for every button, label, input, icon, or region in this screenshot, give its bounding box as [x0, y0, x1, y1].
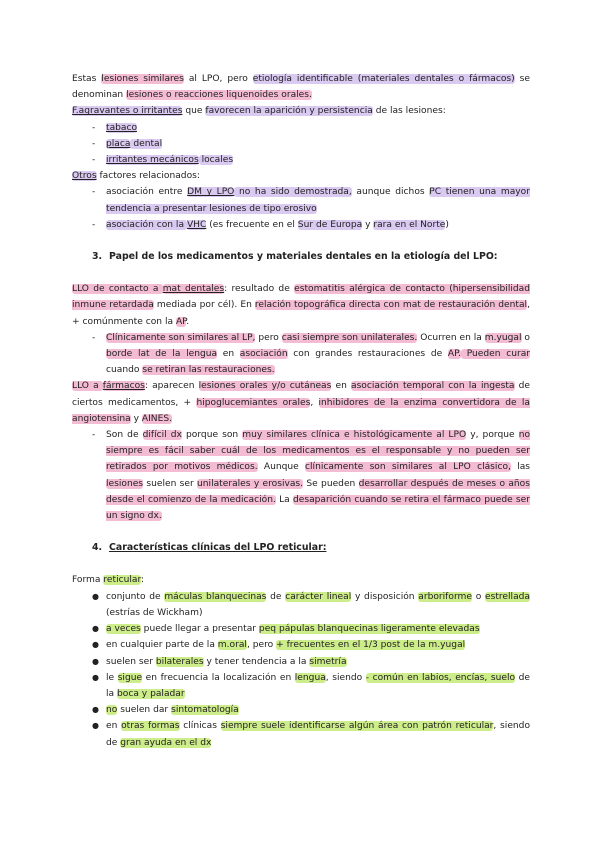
highlight: gran ayuda en el dx — [120, 737, 212, 748]
text: pero — [255, 332, 282, 343]
text: de — [266, 591, 286, 602]
bullet-icon: ● — [92, 721, 99, 731]
contact-llo-list — [72, 330, 530, 379]
text: clínicas — [179, 721, 221, 732]
highlight: LLO a — [72, 381, 103, 392]
text: y, porque — [466, 430, 519, 441]
text: suelen ser — [106, 656, 156, 667]
text: en — [331, 381, 351, 392]
highlight: desaparición cuando se retira el fármaco puede ser un signo dx. — [106, 494, 530, 522]
text: , — [310, 397, 319, 408]
highlight: lengua — [294, 672, 326, 683]
bullet-icon: ● — [92, 624, 99, 634]
text: Son de — [106, 430, 143, 441]
highlight: desarrollar después de meses o años desde el comienzo de la medicación. — [106, 478, 530, 505]
reticular-form-line — [0, 572, 530, 588]
highlight: favorecen la aparición y persistencia — [205, 106, 373, 117]
highlight: etiología identificable (materiales dentales o fármacos) — [252, 74, 515, 84]
highlight: lesiones orales y/o cutáneas — [198, 381, 332, 392]
text: Se pueden — [303, 478, 359, 489]
highlight: carácter lineal — [285, 591, 352, 602]
text: en — [106, 721, 122, 732]
list-item — [72, 702, 530, 718]
drug-llo-list — [72, 427, 530, 524]
highlight: lesiones similares — [101, 74, 184, 84]
text: con grandes restauraciones de — [287, 349, 448, 360]
intro-paragraph — [72, 71, 530, 103]
bullet-icon: ● — [92, 705, 99, 715]
list-item — [72, 718, 530, 750]
text: y — [362, 219, 374, 230]
bullet-icon: ● — [92, 591, 99, 601]
highlight: clínicamente son similares al LPO clásico, — [305, 462, 511, 473]
list-item: - asociación entre DM y LPO no ha sido demostrada, aunque dichos PC tienen una mayor tendencia a presentar lesiones de tipo erosivo — [92, 187, 530, 214]
text: : aparecen — [144, 381, 199, 392]
text: ) — [445, 219, 449, 230]
highlight: irritantes mecánicos — [106, 155, 199, 166]
text: Estas — [72, 74, 102, 84]
highlight: relación topográfica directa con mat de restauración dental — [254, 300, 528, 311]
text: mediada por cél). En — [153, 300, 255, 311]
text: La — [275, 494, 293, 505]
highlight: rara en el Norte — [373, 219, 446, 230]
text: le — [106, 672, 118, 683]
highlight: inhibidores de la enzima convertidora de la angiotensina — [72, 397, 530, 424]
highlight: PC tienen una mayor tendencia a presentar lesiones de tipo erosivo — [106, 187, 530, 214]
text: porque son — [181, 430, 243, 441]
text: , siendo — [325, 672, 366, 683]
text: . — [186, 316, 190, 327]
highlight: difícil dx — [142, 430, 182, 441]
highlight: bilaterales — [155, 656, 204, 667]
text: en cualquier parte de la — [106, 640, 218, 651]
highlight: se retiran las restauraciones. — [142, 365, 275, 376]
text: Aunque — [257, 462, 306, 473]
clinical-features-list — [72, 589, 530, 751]
text: : resultado de — [224, 284, 295, 295]
highlight: F.agravantes o irritantes — [72, 106, 183, 117]
list-item: - placa dental — [92, 138, 163, 149]
text: y — [130, 413, 142, 424]
highlight: estrellada — [484, 591, 530, 602]
text: Ocurren en la — [417, 332, 485, 343]
section-number: 3. — [92, 251, 103, 263]
highlight: asociación temporal con la ingesta — [351, 381, 515, 392]
text: y tener tendencia a la — [203, 656, 310, 667]
highlight: tabaco — [106, 122, 138, 133]
highlight: AP. — [447, 349, 462, 360]
highlight: DM y LPO — [187, 187, 235, 198]
drug-llo-paragraph — [72, 378, 530, 427]
highlight: - común en labios, encías, suelo — [365, 672, 516, 683]
highlight: peq pápulas blanquecinas ligeramente elevadas — [258, 624, 480, 635]
highlight: mat dentales — [162, 284, 225, 295]
text: suelen ser — [143, 478, 198, 489]
bullet-icon: ● — [92, 656, 99, 666]
list-item: - Clínicamente son similares al LP, pero casi siempre son unilaterales. Ocurren en la m.yugal o borde lat de la lengua en asociación con grandes restauraciones de AP. Pueden curar cuando se retiran las restauraciones. — [92, 332, 531, 376]
bullet-icon: ● — [92, 672, 99, 682]
text: o — [471, 591, 485, 602]
text: Forma — [72, 575, 104, 586]
highlight: locales — [198, 155, 234, 166]
highlight: arboriforme — [418, 591, 472, 602]
text: se denominan — [72, 74, 530, 101]
highlight: Pueden curar — [461, 349, 531, 360]
highlight: no siempre es fácil saber cuál de los medicamentos es el responsable y no pueden ser retirados por motivos médicos. — [106, 430, 531, 473]
highlight: borde lat de la lengua — [106, 349, 218, 360]
text: , + comúnmente con la — [72, 300, 530, 327]
text: , siendo de — [106, 721, 531, 748]
highlight: fármacos — [102, 381, 145, 392]
list-item — [72, 670, 530, 702]
section-number: 4. — [92, 542, 103, 554]
highlight: máculas blanquecinas — [164, 591, 267, 602]
text: y disposición — [351, 591, 419, 602]
highlight: a veces — [106, 624, 141, 635]
highlight: Sur de Europa — [297, 219, 363, 230]
highlight: muy similares clínica e histológicamente al LPO — [242, 430, 467, 441]
text: al LPO, pero — [183, 74, 253, 84]
list-item: - tabaco — [92, 122, 138, 133]
text: aunque dichos — [351, 187, 430, 198]
highlight: reticular — [103, 575, 142, 586]
text: asociación entre — [106, 187, 188, 198]
highlight: VHC — [186, 219, 207, 230]
text: (estrías de Wickham) — [106, 607, 203, 618]
highlight: m.oral — [217, 640, 247, 651]
section-title: Características clínicas del LPO reticular: — [109, 542, 327, 554]
highlight: estomatitis alérgica de contacto (hipersensibilidad inmune retardada — [72, 284, 530, 311]
highlight: dental — [130, 138, 163, 149]
text: cuando — [106, 365, 143, 376]
highlight: simetría — [309, 656, 347, 667]
highlight: no ha sido demostrada, — [234, 187, 352, 198]
list-item: - Son de difícil dx porque son muy similares clínica e histológicamente al LPO y, porque no siempre es fácil saber cuál de los medicamentos es el responsable y no pueden ser retirados por motivos médicos. Aunque clínicamente son similares al LPO clásico, las lesiones suelen ser unilaterales y erosivas. Se pueden desarrollar después de meses o años desde el comienzo de la medicación. La desaparición cuando se retira el fármaco puede ser un signo dx. — [92, 430, 531, 522]
list-item — [72, 654, 530, 670]
text: conjunto de — [106, 591, 165, 602]
highlight: asociación con la — [106, 219, 187, 230]
text: o — [521, 332, 530, 343]
highlight: Clínicamente son similares al LP, — [106, 332, 256, 343]
list-item — [72, 637, 530, 653]
highlight: AP — [175, 316, 187, 327]
text: (es frecuente en el — [206, 219, 298, 230]
highlight: LLO de contacto a — [72, 284, 163, 295]
text: suelen dar — [117, 705, 172, 716]
highlight: unilaterales y erosivas. — [197, 478, 304, 489]
section-3-heading — [72, 249, 530, 265]
text: de ciertos medicamentos, + — [72, 381, 530, 408]
text: de la — [106, 672, 530, 699]
list-item: - irritantes mecánicos locales — [92, 155, 234, 166]
list-item: - asociación con la VHC (es frecuente en el Sur de Europa y rara en el Norte) — [92, 219, 449, 230]
list-item — [72, 621, 530, 637]
text: las — [510, 462, 531, 473]
highlight: m.yugal — [484, 332, 522, 343]
highlight: asociación — [239, 349, 288, 360]
highlight: sigue — [117, 672, 143, 683]
highlight: lesiones — [106, 478, 144, 489]
other-factors-paragraph — [72, 168, 530, 184]
highlight: siempre suele identificarse algún área con patrón reticular — [220, 721, 494, 732]
highlight: lesiones o reacciones liquenoides orales. — [126, 90, 312, 101]
text: en frecuencia la localización en — [142, 672, 295, 683]
aggravating-factors-paragraph — [72, 103, 530, 119]
text: : — [141, 575, 145, 586]
list-item — [72, 589, 530, 621]
contact-llo-paragraph — [72, 281, 530, 330]
highlight: casi siempre son unilaterales. — [281, 332, 418, 343]
text: puede llegar a presentar — [140, 624, 259, 635]
highlight: placa — [106, 138, 131, 149]
text: que — [182, 106, 206, 117]
document-page — [72, 71, 530, 751]
section-title: Papel de los medicamentos y materiales dentales en la etiología del LPO: — [109, 251, 498, 263]
other-factors-list — [72, 184, 530, 233]
highlight: AINES. — [141, 413, 173, 424]
highlight: + frecuentes en el 1/3 post de la m.yugal — [276, 640, 466, 651]
bullet-icon: ● — [92, 640, 99, 650]
text: , pero — [246, 640, 277, 651]
highlight: sintomatología — [171, 705, 239, 716]
aggravating-factors-list — [72, 120, 530, 169]
highlight: Otros — [72, 171, 97, 182]
highlight: otras formas — [121, 721, 180, 732]
text: en — [217, 349, 240, 360]
text: de las lesiones: — [372, 106, 446, 117]
highlight: no — [106, 705, 118, 716]
section-4-heading — [72, 540, 530, 556]
text: factores relacionados: — [96, 171, 200, 182]
highlight: hipoglucemiantes orales — [196, 397, 311, 408]
highlight: boca y paladar — [117, 688, 185, 699]
